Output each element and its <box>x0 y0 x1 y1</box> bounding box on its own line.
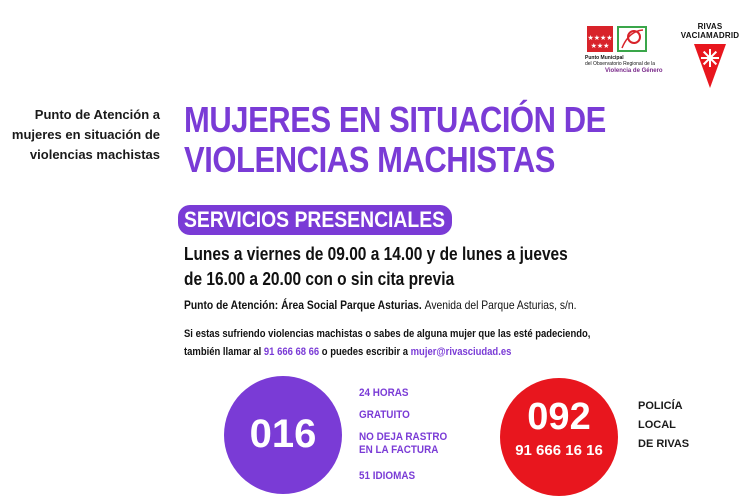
police-phone: 91 666 16 16 <box>515 442 603 459</box>
services-badge-label: SERVICIOS PRESENCIALES <box>184 207 446 232</box>
feature-item: 24 HORAS <box>359 387 409 399</box>
police-number: 092 <box>527 396 591 438</box>
rivas-logo-line2: VACIAMADRID <box>680 31 740 40</box>
logo-text-line1: Punto Municipal <box>585 55 624 61</box>
logo-text-line3: Violencia de Género <box>605 68 663 74</box>
stars-icon: ★★★★ ★★★ <box>587 35 613 50</box>
page-title <box>184 100 606 180</box>
police-label-line: POLICÍA <box>638 400 683 412</box>
observatorio-icon <box>617 26 647 52</box>
rivas-shield-icon <box>692 42 728 90</box>
hours-line: de 16.00 a 20.00 con o sin cita previa <box>184 269 455 289</box>
feature-item: 51 IDIOMAS <box>359 470 416 482</box>
police-label <box>638 397 689 454</box>
feature-item: EN LA FACTURA <box>359 444 439 456</box>
place-label: Punto de Atención: Área Social Parque Asturias. <box>184 298 422 312</box>
service-location <box>184 297 577 313</box>
hours-line: Lunes a viernes de 09.00 a 14.00 y de lunes a jueves <box>184 244 568 264</box>
hotline-016-circle[interactable] <box>224 376 342 494</box>
police-label-line: DE RIVAS <box>638 438 690 450</box>
help-note <box>184 325 590 361</box>
lead-line: violencias machistas <box>29 147 160 162</box>
note-line1: Si estas sufriendo violencias machistas o sabes de alguna mujer que las esté padeciendo, <box>184 328 591 340</box>
title-line: MUJERES EN SITUACIÓN DE <box>184 99 606 140</box>
rivas-logo <box>675 22 745 94</box>
police-092-circle[interactable] <box>500 378 618 496</box>
hotline-number: 016 <box>249 412 317 456</box>
opening-hours <box>184 242 588 292</box>
feature-item: GRATUITO <box>359 409 410 421</box>
place-address: Avenida del Parque Asturias, s/n. <box>424 298 577 312</box>
note-text: también llamar al <box>184 346 264 358</box>
lead-line: Punto de Atención a <box>34 107 160 122</box>
phone-link[interactable]: 91 666 68 66 <box>263 346 320 358</box>
police-label-line: LOCAL <box>638 419 676 431</box>
lead-line: mujeres en situación de <box>11 127 160 142</box>
note-line2 <box>184 343 590 361</box>
rivas-logo-line1: RIVAS <box>697 22 723 31</box>
logo-text-line2: del Observatorio Regional de la <box>585 61 656 67</box>
comunidad-madrid-logo <box>583 22 663 82</box>
title-line: VIOLENCIAS MACHISTAS <box>184 139 555 180</box>
email-link[interactable]: mujer@rivasciudad.es <box>410 346 512 358</box>
lead-text <box>0 105 160 165</box>
note-text: o puedes escribir a <box>319 346 411 358</box>
feature-item: NO DEJA RASTRO <box>359 431 448 443</box>
